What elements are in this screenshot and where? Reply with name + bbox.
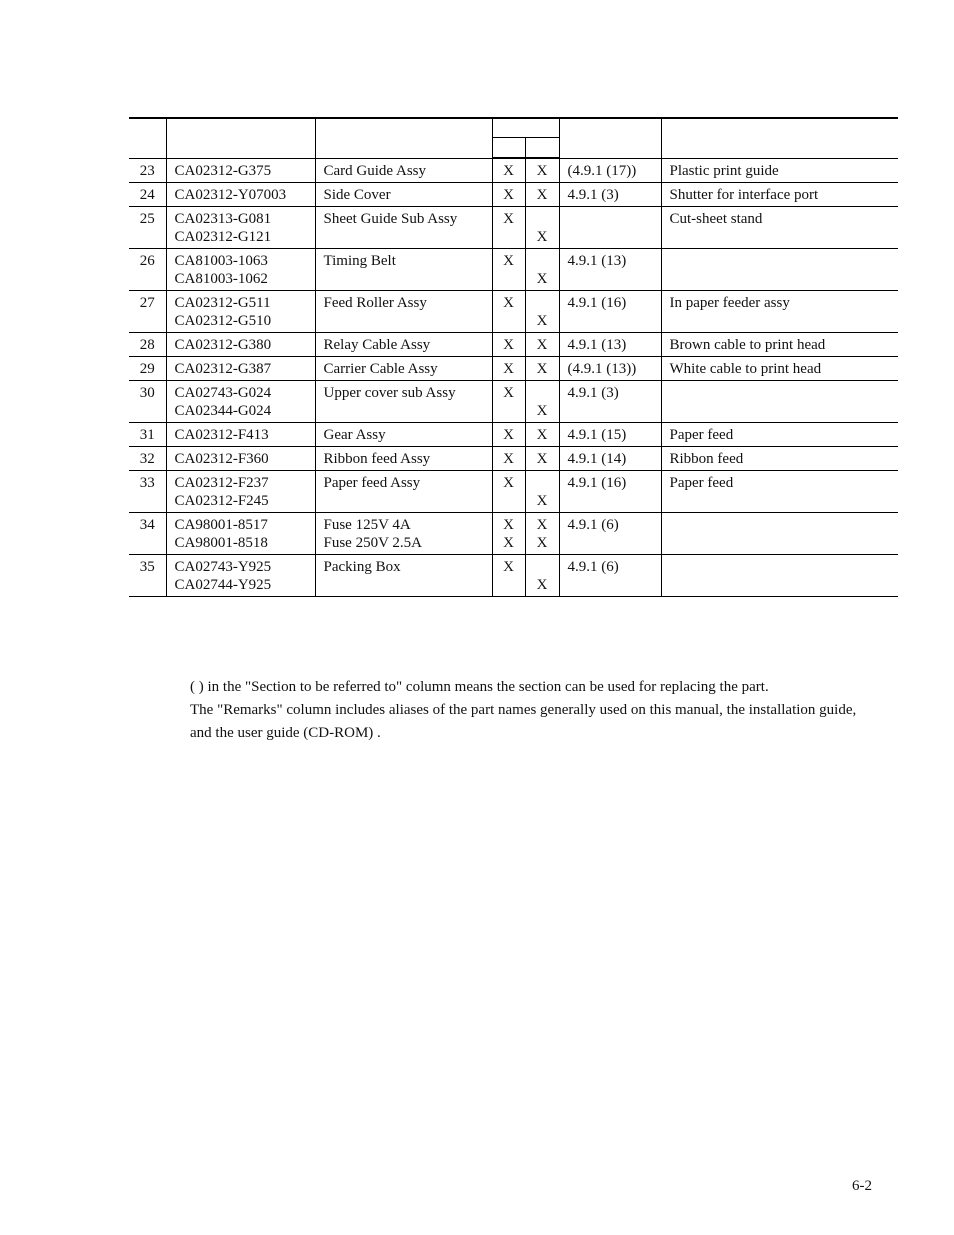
cell-model-2-line: X [536, 163, 548, 179]
cell-model-2-line: X [536, 517, 548, 533]
cell-section: 4.9.1 (6) [559, 555, 661, 597]
cell-no: 26 [129, 249, 166, 291]
cell-part-number-line: CA98001-8517 [174, 517, 268, 533]
cell-part-name [315, 423, 492, 447]
header-cell-model [492, 118, 559, 138]
cell-model-1-line: X [503, 211, 514, 227]
table-row [129, 555, 898, 597]
cell-model-1 [492, 357, 525, 381]
cell-part-number-line: CA02312-G375 [174, 162, 272, 179]
table-row [129, 381, 898, 423]
cell-model-1 [492, 207, 525, 249]
cell-part-name [315, 183, 492, 207]
header-cell-no [129, 118, 166, 158]
cell-model-2 [525, 207, 559, 249]
cell-no: 31 [129, 423, 166, 447]
cell-part-number [166, 207, 315, 249]
cell-part-number [166, 158, 315, 183]
cell-part-name-line: Timing Belt [323, 253, 396, 269]
cell-model-1 [492, 381, 525, 423]
cell-part-number-line: CA02312-G511 [174, 295, 271, 311]
cell-part-name [315, 249, 492, 291]
cell-section: 4.9.1 (13) [559, 249, 661, 291]
cell-remarks: In paper feeder assy [661, 291, 898, 333]
cell-part-name-line: Ribbon feed Assy [323, 451, 431, 467]
cell-model-2-line: X [536, 493, 548, 509]
cell-no: 24 [129, 183, 166, 207]
cell-no: 25 [129, 207, 166, 249]
cell-part-number [166, 291, 315, 333]
note-remarks: The "Remarks" column includes aliases of the part names generally used on this manual, the installation guide, and the user guide (CD-ROM) . [190, 702, 857, 741]
cell-section: 4.9.1 (16) [559, 291, 661, 333]
cell-section: 4.9.1 (6) [559, 513, 661, 555]
cell-model-1-line [493, 576, 525, 594]
cell-model-1-line: X [503, 535, 514, 551]
cell-model-1-line: X [503, 451, 514, 467]
cell-model-2 [525, 183, 559, 207]
cell-part-number [166, 555, 315, 597]
cell-part-number-line: CA02743-G024 [174, 385, 272, 401]
cell-model-2-line [526, 384, 559, 402]
cell-model-1 [492, 249, 525, 291]
cell-model-1-line: X [503, 517, 514, 533]
table-row [129, 291, 898, 333]
cell-part-name [315, 555, 492, 597]
table-row [129, 158, 898, 183]
cell-model-1-line: X [503, 559, 514, 575]
cell-section: 4.9.1 (13) [559, 333, 661, 357]
cell-model-2 [525, 249, 559, 291]
cell-model-2-line: X [536, 535, 548, 551]
cell-part-name [315, 381, 492, 423]
cell-remarks: Brown cable to print head [661, 333, 898, 357]
cell-model-2-line: X [536, 271, 548, 287]
cell-section: 4.9.1 (3) [559, 381, 661, 423]
cell-remarks: Ribbon feed [661, 447, 898, 471]
cell-model-1-line: X [503, 427, 514, 443]
table-row [129, 423, 898, 447]
parts-table [129, 117, 898, 597]
notes [190, 676, 870, 745]
cell-part-number-line: CA02312-Y07003 [174, 187, 287, 203]
cell-model-1 [492, 333, 525, 357]
cell-model-2 [525, 291, 559, 333]
cell-model-1 [492, 158, 525, 183]
cell-part-name [315, 447, 492, 471]
cell-remarks [661, 381, 898, 423]
cell-no: 32 [129, 447, 166, 471]
cell-no: 33 [129, 471, 166, 513]
cell-model-2-line [526, 252, 559, 270]
cell-part-number [166, 423, 315, 447]
cell-no: 30 [129, 381, 166, 423]
cell-model-2-line: X [536, 229, 548, 245]
cell-part-name-line: Fuse 250V 2.5A [323, 535, 422, 551]
cell-model-2 [525, 513, 559, 555]
cell-model-1 [492, 423, 525, 447]
cell-model-2 [525, 555, 559, 597]
cell-remarks [661, 555, 898, 597]
cell-model-1-line [493, 402, 525, 420]
cell-model-2-line: X [536, 451, 548, 467]
cell-model-2 [525, 381, 559, 423]
header-cell-part-number [166, 118, 315, 158]
cell-part-name-line: Sheet Guide Sub Assy [323, 211, 458, 227]
cell-model-1 [492, 183, 525, 207]
cell-no: 28 [129, 333, 166, 357]
cell-no: 27 [129, 291, 166, 333]
cell-model-1 [492, 555, 525, 597]
cell-model-2-line: X [536, 187, 548, 203]
cell-part-name-line: Fuse 125V 4A [323, 517, 411, 533]
cell-remarks: Paper feed [661, 423, 898, 447]
header-cell-section [559, 118, 661, 158]
cell-model-1-line: X [503, 253, 514, 269]
cell-model-2 [525, 471, 559, 513]
cell-model-2-line: X [536, 403, 548, 419]
note-parentheses: ( ) in the "Section to be referred to" column means the section can be used for replacing the part. [190, 679, 769, 695]
table-row [129, 447, 898, 471]
cell-model-1-line: X [503, 295, 514, 311]
cell-part-number-line: CA02344-G024 [174, 403, 272, 419]
cell-part-number-line: CA02744-Y925 [174, 577, 272, 593]
cell-model-1 [492, 291, 525, 333]
cell-no: 23 [129, 158, 166, 183]
cell-part-name-line: Relay Cable Assy [323, 337, 431, 353]
cell-part-number-line: CA02312-F360 [174, 451, 269, 467]
cell-model-1 [492, 447, 525, 471]
table-row [129, 249, 898, 291]
cell-part-name [315, 357, 492, 381]
cell-section: 4.9.1 (14) [559, 447, 661, 471]
cell-part-number [166, 183, 315, 207]
cell-model-1-line [493, 312, 525, 330]
cell-model-1 [492, 471, 525, 513]
cell-model-1-line: X [503, 361, 514, 377]
cell-section: 4.9.1 (15) [559, 423, 661, 447]
cell-model-2-line: X [536, 361, 548, 377]
cell-part-number-line: CA02312-F245 [174, 493, 269, 509]
cell-part-name [315, 291, 492, 333]
cell-model-2-line [526, 558, 559, 576]
table-row [129, 357, 898, 381]
cell-model-1-line: X [503, 385, 514, 401]
cell-model-1-line: X [503, 337, 514, 353]
cell-part-number-line: CA02313-G081 [174, 211, 272, 227]
cell-model-2-line: X [536, 313, 548, 329]
cell-remarks: White cable to print head [661, 357, 898, 381]
table-row [129, 333, 898, 357]
header-cell-model-2 [525, 138, 559, 159]
cell-remarks: Paper feed [661, 471, 898, 513]
cell-part-number-line: CA02312-G510 [174, 313, 272, 329]
cell-part-name [315, 513, 492, 555]
header-cell-part-name [315, 118, 492, 158]
cell-section: 4.9.1 (16) [559, 471, 661, 513]
cell-no: 29 [129, 357, 166, 381]
cell-model-1-line: X [503, 475, 514, 491]
cell-part-number [166, 513, 315, 555]
cell-section: (4.9.1 (13)) [559, 357, 661, 381]
cell-model-2 [525, 423, 559, 447]
cell-model-2-line: X [536, 337, 548, 353]
cell-part-name-line: Carrier Cable Assy [323, 361, 438, 377]
page-number: 6-2 [852, 1178, 872, 1194]
cell-model-2-line [526, 294, 559, 312]
cell-model-1-line: X [503, 187, 514, 203]
cell-part-number [166, 249, 315, 291]
cell-part-number [166, 381, 315, 423]
table-row [129, 207, 898, 249]
cell-part-number [166, 447, 315, 471]
cell-part-name-line: Side Cover [323, 187, 391, 203]
cell-part-name-line: Card Guide Assy [323, 162, 426, 179]
cell-model-2 [525, 333, 559, 357]
cell-part-name-line: Feed Roller Assy [323, 295, 427, 311]
cell-model-1 [492, 513, 525, 555]
header-cell-model-1 [492, 138, 525, 159]
cell-model-2-line: X [536, 427, 548, 443]
cell-remarks [661, 249, 898, 291]
cell-model-1-line [493, 492, 525, 510]
cell-part-name [315, 158, 492, 183]
cell-model-2 [525, 447, 559, 471]
cell-model-2-line [526, 210, 559, 228]
cell-part-number [166, 471, 315, 513]
cell-part-number-line: CA81003-1063 [174, 253, 268, 269]
cell-no: 35 [129, 555, 166, 597]
cell-part-number [166, 357, 315, 381]
cell-model-2 [525, 357, 559, 381]
cell-remarks: Shutter for interface port [661, 183, 898, 207]
cell-model-2 [525, 158, 559, 183]
cell-model-1-line: X [503, 163, 514, 179]
cell-remarks [661, 513, 898, 555]
cell-part-number-line: CA02312-G380 [174, 337, 272, 353]
cell-part-number-line: CA02743-Y925 [174, 559, 272, 575]
cell-part-number-line: CA02312-F413 [174, 427, 269, 443]
cell-model-2-line: X [536, 577, 548, 593]
cell-no: 34 [129, 513, 166, 555]
cell-part-number-line: CA02312-G121 [174, 229, 272, 245]
cell-part-name-line: Upper cover sub Assy [323, 385, 456, 401]
cell-model-1-line [493, 270, 525, 288]
cell-remarks: Plastic print guide [661, 158, 898, 183]
header-cell-remarks [661, 118, 898, 158]
cell-section: (4.9.1 (17)) [559, 158, 661, 183]
cell-part-name [315, 333, 492, 357]
table-header-row [129, 118, 898, 138]
table-row [129, 471, 898, 513]
cell-remarks: Cut-sheet stand [661, 207, 898, 249]
cell-part-name-line: Gear Assy [323, 427, 386, 443]
cell-part-number-line: CA98001-8518 [174, 535, 268, 551]
table-row [129, 513, 898, 555]
cell-part-name-line: Paper feed Assy [323, 475, 421, 491]
cell-model-2-line [526, 474, 559, 492]
cell-model-1-line [493, 228, 525, 246]
cell-section: 4.9.1 (3) [559, 183, 661, 207]
table-row [129, 183, 898, 207]
cell-part-number [166, 333, 315, 357]
cell-section [559, 207, 661, 249]
cell-part-number-line: CA02312-G387 [174, 361, 272, 377]
cell-part-name-line: Packing Box [323, 559, 401, 575]
cell-part-number-line: CA81003-1062 [174, 271, 268, 287]
parts-table-body [129, 118, 898, 597]
cell-part-name [315, 471, 492, 513]
cell-part-name [315, 207, 492, 249]
cell-part-number-line: CA02312-F237 [174, 475, 269, 491]
